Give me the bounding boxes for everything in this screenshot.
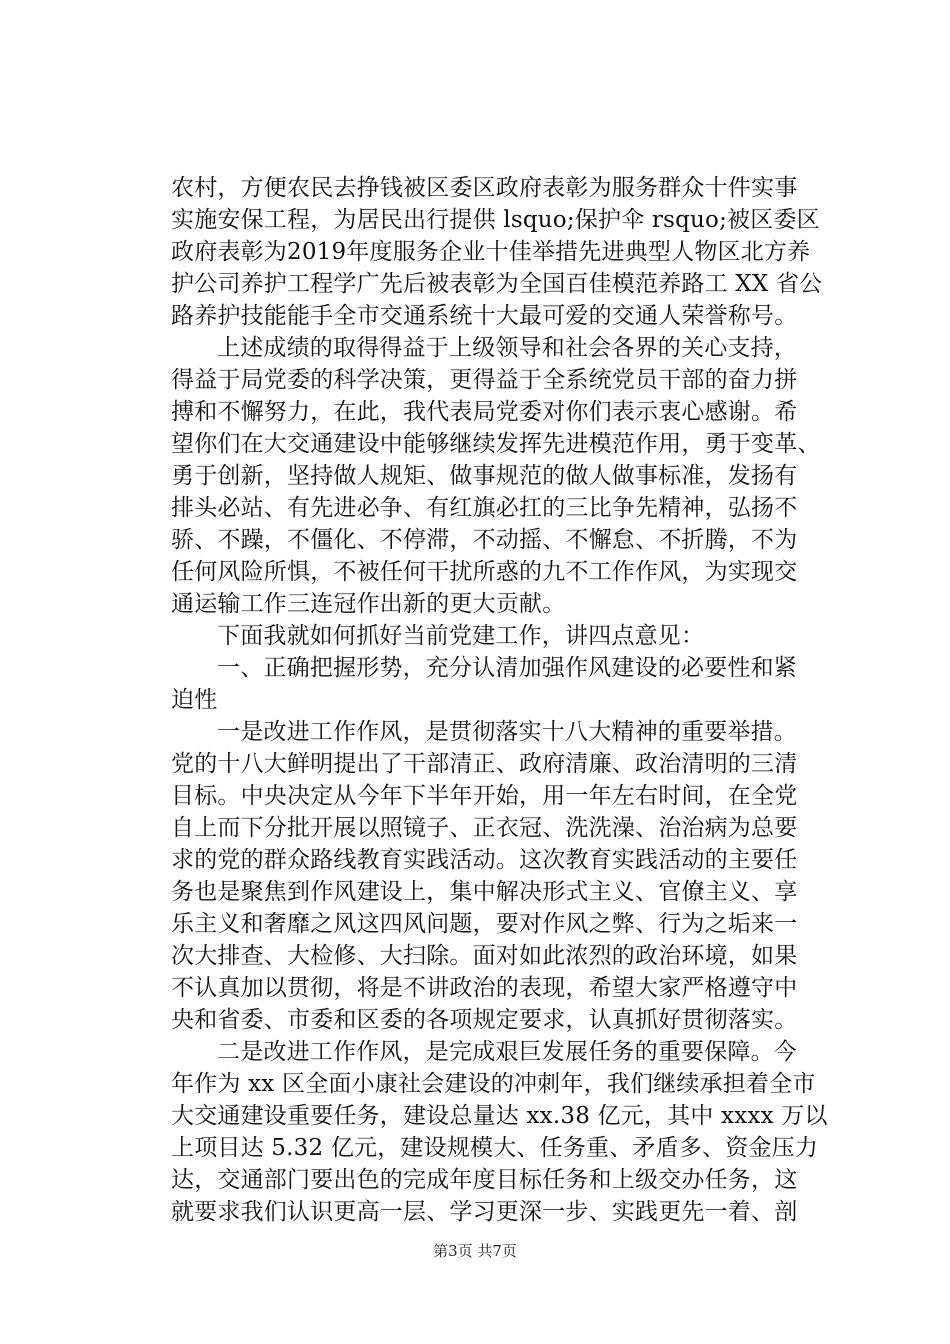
text-line: 党的十八大鲜明提出了干部清正、政府清廉、政治清明的三清 (171, 751, 798, 777)
text-line: 务也是聚焦到作风建设上，集中解决形式主义、官僚主义、享 (171, 879, 798, 905)
text-line: 次大排查、大检修、大扫除。面对如此浓烈的政治环境，如果 (171, 943, 798, 969)
text-line: 求的党的群众路线教育实践活动。这次教育实践活动的主要任 (171, 847, 798, 873)
text-line: 下面我就如何抓好当前党建工作，讲四点意见： (217, 623, 705, 649)
text-line: 排头必站、有先进必争、有红旗必扛的三比争先精神，弘扬不 (171, 495, 798, 521)
text-line: 骄、不躁，不僵化、不停滞，不动摇、不懈怠、不折腾，不为 (171, 527, 798, 553)
text-line: 望你们在大交通建设中能够继续发挥先进模范作用，勇于变革、 (171, 431, 821, 457)
document-body (171, 172, 835, 1228)
text-line: 政府表彰为2019年度服务企业十佳举措先进典型人物区北方养 (171, 239, 811, 265)
page-footer (0, 1240, 950, 1261)
text-line: 护公司养护工程学广先后被表彰为全国百佳模范养路工 XX 省公 (171, 271, 823, 297)
text-line: 二是改进工作作风，是完成艰巨发展任务的重要保障。今 (217, 1039, 797, 1065)
text-line: 乐主义和奢靡之风这四风问题，要对作风之弊、行为之垢来一 (171, 911, 798, 937)
text-line: 一、正确把握形势，充分认清加强作风建设的必要性和紧 (217, 655, 797, 681)
text-line: 央和省委、市委和区委的各项规定要求，认真抓好贯彻落实。 (171, 1007, 798, 1033)
text-line: 得益于局党委的科学决策，更得益于全系统党员干部的奋力拼 (171, 367, 798, 393)
text-line: 就要求我们认识更高一层、学习更深一步、实践更先一着、剖 (171, 1199, 798, 1225)
text-line: 一是改进工作作风，是贯彻落实十八大精神的重要举措。 (217, 719, 797, 745)
text-line: 自上而下分批开展以照镜子、正衣冠、洗洗澡、治治病为总要 (171, 815, 798, 841)
text-line: 大交通建设重要任务，建设总量达 xx.38 亿元，其中 xxxx 万以 (171, 1103, 828, 1129)
text-line: 迫性 (171, 687, 218, 713)
text-line: 勇于创新，坚持做人规矩、做事规范的做人做事标准，发扬有 (171, 463, 798, 489)
text-line: 目标。中央决定从今年下半年开始，用一年左右时间，在全党 (171, 783, 798, 809)
text-line: 农村，方便农民去挣钱被区委区政府表彰为服务群众十件实事 (171, 175, 798, 201)
text-line: 路养护技能能手全市交通系统十大最可爱的交通人荣誉称号。 (171, 303, 798, 329)
text-line: 通运输工作三连冠作出新的更大贡献。 (171, 591, 566, 617)
text-line: 达，交通部门要出色的完成年度目标任务和上级交办任务，这 (171, 1167, 798, 1193)
text-line: 不认真加以贯彻，将是不讲政治的表现，希望大家严格遵守中 (171, 975, 798, 1001)
text-line: 实施安保工程，为居民出行提供 lsquo;保护伞 rsquo;被区委区 (171, 207, 820, 233)
text-line: 上项目达 5.32 亿元，建设规模大、任务重、矛盾多、资金压力 (171, 1135, 819, 1161)
text-line: 上述成绩的取得得益于上级领导和社会各界的关心支持， (217, 335, 797, 361)
page-number-label: 第3页 共7页 (433, 1242, 517, 1260)
text-line: 搏和不懈努力，在此，我代表局党委对你们表示衷心感谢。希 (171, 399, 798, 425)
text-line: 任何风险所惧，不被任何干扰所惑的九不工作作风，为实现交 (171, 559, 798, 585)
text-line: 年作为 xx 区全面小康社会建设的冲刺年，我们继续承担着全市 (171, 1071, 816, 1097)
